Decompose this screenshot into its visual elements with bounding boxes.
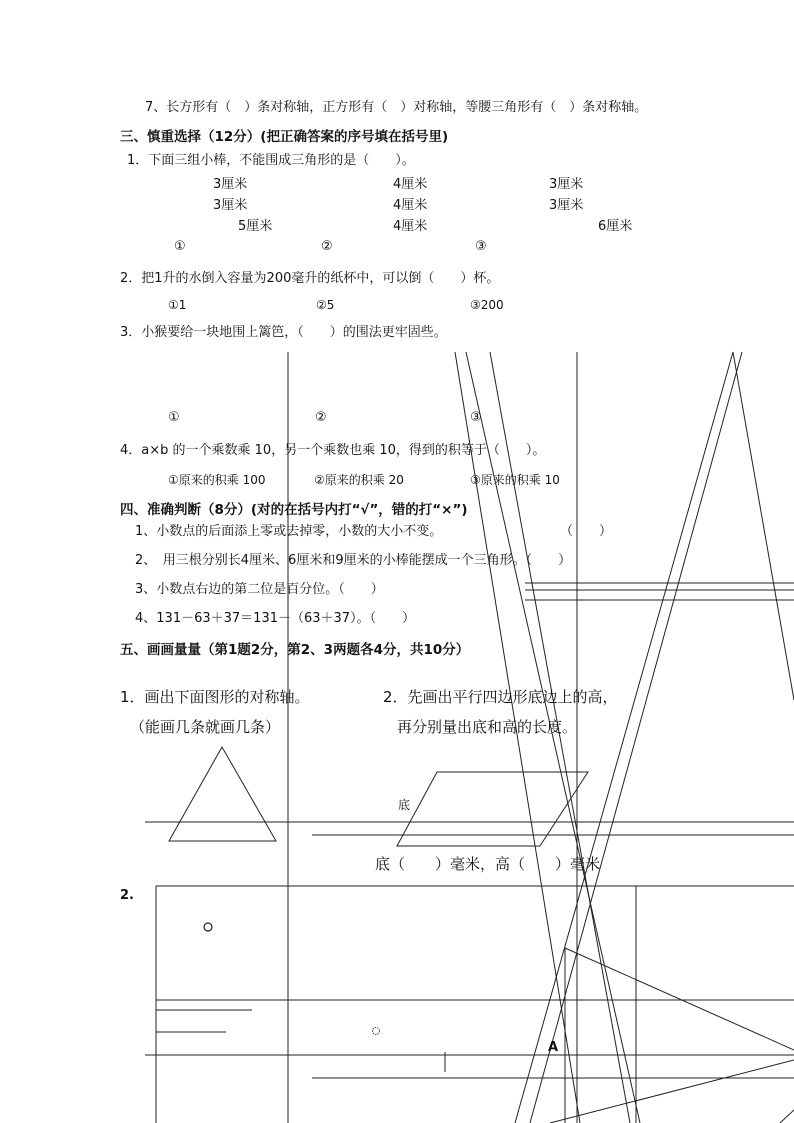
- s3-q1-g2-b: 4厘米: [393, 198, 428, 213]
- s4-item-2: 2、 用三根分别长4厘米、6厘米和9厘米的小棒能摆成一个三角形。（ ）: [135, 553, 572, 568]
- s3-q1-label-1: ①: [174, 239, 186, 254]
- s5-q1-line2: （能画几条就画几条）: [130, 718, 281, 736]
- s3-q1-stem: 1．下面三组小棒，不能围成三角形的是（ ）。: [127, 153, 415, 168]
- s3-q2-stem: 2．把1升的水倒入容量为200毫升的纸杯中，可以倒（ ）杯。: [120, 271, 500, 286]
- s4-item-3: 3、小数点右边的第二位是百分位。（ ）: [135, 582, 384, 597]
- s4-item-1: 1、小数点的后面添上零或去掉零，小数的大小不变。: [135, 524, 443, 539]
- s3-q1-g1-b: 3厘米: [213, 198, 248, 213]
- section-3-title: 三、慎重选择（12分）(把正确答案的序号填在括号里): [120, 129, 449, 145]
- section-5-title: 五、画画量量（第1题2分，第2、3两题各4分，共10分）: [120, 642, 470, 658]
- section-4-title: 四、准确判断（8分）(对的在括号内打“√”，错的打“×”): [120, 502, 468, 518]
- s3-q1-g1-a: 3厘米: [213, 177, 248, 192]
- s3-q3-label-3: ③: [470, 410, 482, 425]
- s5-q1-line1: 1．画出下面图形的对称轴。: [120, 688, 310, 706]
- s3-q1-g3-a: 3厘米: [549, 177, 584, 192]
- s3-q1-g2-a: 4厘米: [393, 177, 428, 192]
- question-7: 7、长方形有（ ）条对称轴，正方形有（ ）对称轴，等腰三角形有（ ）条对称轴。: [145, 100, 648, 115]
- point-circle-small: [373, 1028, 380, 1035]
- s3-q3-label-2: ②: [315, 410, 327, 425]
- s4-item-1-bracket: （ ）: [560, 524, 613, 539]
- point-a-label: A: [548, 1040, 559, 1055]
- s3-q1-label-2: ②: [321, 239, 333, 254]
- s3-q4-opt-1: ①原来的积乘 100: [168, 473, 266, 487]
- s3-q1-g3-b: 3厘米: [549, 198, 584, 213]
- s3-q1-g2-c: 4厘米: [393, 219, 428, 234]
- s3-q2-opt-3: ③200: [470, 298, 504, 312]
- triangle-figure: [169, 747, 276, 841]
- s3-q2-opt-2: ②5: [316, 298, 335, 312]
- question-2-number: 2.: [120, 888, 134, 903]
- answer-line: 底（ ）毫米，高（ ）毫米: [375, 855, 601, 873]
- s3-q1-g3-c: 6厘米: [598, 219, 633, 234]
- s3-q3-stem: 3．小猴要给一块地围上篱笆，（ ）的围法更牢固些。: [120, 325, 447, 340]
- s3-q1-g1-c: 5厘米: [238, 219, 273, 234]
- s4-item-4: 4、131－63＋37＝131－（63＋37）。（ ）: [135, 611, 416, 626]
- s3-q3-label-1: ①: [168, 410, 180, 425]
- s3-q4-stem: 4．a×b 的一个乘数乘 10，另一个乘数也乘 10，得到的积等于（ ）。: [120, 443, 546, 458]
- s3-q4-opt-3: ③原来的积乘 10: [470, 473, 560, 487]
- s3-q4-opt-2: ②原来的积乘 20: [314, 473, 404, 487]
- s5-q2-line1: 2．先画出平行四边形底边上的高，: [383, 688, 618, 706]
- s3-q1-label-3: ③: [475, 239, 487, 254]
- base-mark: 底: [398, 798, 411, 812]
- s5-q2-line2: 再分别量出底和高的长度。: [397, 718, 578, 736]
- s3-q2-opt-1: ①1: [168, 298, 187, 312]
- point-circle: [204, 923, 212, 931]
